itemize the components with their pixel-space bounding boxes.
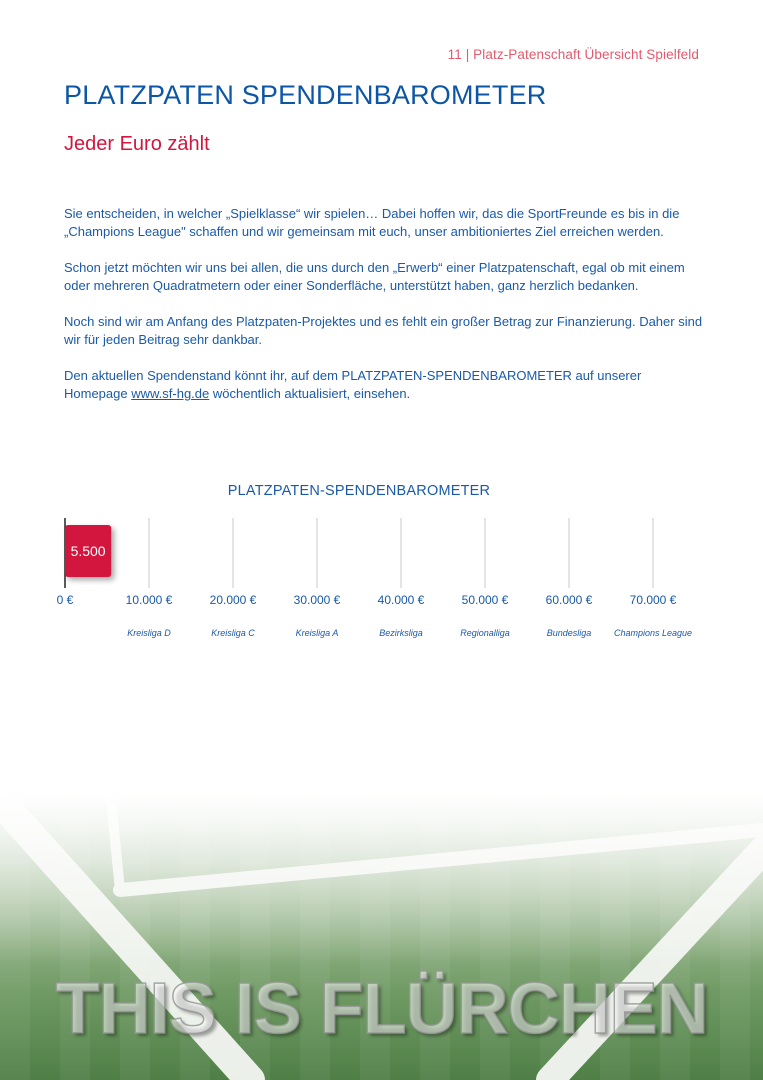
slogan-text: THIS IS FLÜRCHEN	[55, 969, 708, 1049]
tick-label: 20.000 €	[209, 593, 257, 607]
homepage-link[interactable]: www.sf-hg.de	[131, 386, 210, 401]
league-label: Kreisliga C	[211, 628, 255, 638]
tick-label: 40.000 €	[377, 593, 425, 607]
tick-label: 0 €	[56, 593, 74, 607]
paragraph-4-text-end: wöchentlich aktualisiert, einsehen.	[209, 386, 411, 401]
body-text	[64, 205, 704, 421]
bar-value-label: 5.500	[70, 543, 106, 559]
chart-title: PLATZPATEN-SPENDENBAROMETER	[227, 483, 491, 499]
tick-label: 70.000 €	[629, 593, 677, 607]
tick-label: 60.000 €	[545, 593, 593, 607]
paragraph-4-text-start: Den aktuellen Spendenstand könnt ihr, auf dem PLATZPATEN-SPENDENBAROMETER auf unserer Homepage	[64, 368, 642, 401]
league-label: Bezirksliga	[379, 628, 423, 638]
league-label: Bundesliga	[546, 628, 592, 638]
tick-label: 50.000 €	[461, 593, 509, 607]
page-subtitle: Jeder Euro zählt	[64, 133, 210, 155]
league-label: Kreisliga D	[127, 628, 171, 638]
paragraph-2: Schon jetzt möchten wir uns bei allen, die uns durch den „Erwerb“ einer Platzpatenschaft, egal ob mit einem oder mehreren Quadratmetern oder einer Sonderfläche, unterstützt haben, ganz herzlich bedanken.	[64, 260, 685, 293]
paragraph-3: Noch sind wir am Anfang des Platzpaten-Projektes und es fehlt ein großer Betrag zur Finanzierung. Daher sind wir für jeden Beitrag sehr dankbar.	[64, 314, 703, 347]
donation-barometer-chart	[0, 505, 763, 645]
league-label: Champions League	[613, 628, 693, 638]
page-header-label: 11 | Platz-Patenschaft Übersicht Spielfeld	[447, 47, 699, 62]
paragraph-4	[64, 367, 704, 403]
league-label: Kreisliga A	[295, 628, 339, 638]
paragraph-1: Sie entscheiden, in welcher „Spielklasse“ wir spielen… Dabei hoffen wir, das die SportFreunde es bis in die „Champions League" schaffen und wir gemeinsam mit euch, unser ambitioniertes Ziel erreichen werden.	[64, 206, 680, 239]
tick-label: 30.000 €	[293, 593, 341, 607]
league-label: Regionalliga	[460, 628, 510, 638]
page-title: PLATZPATEN SPENDENBAROMETER	[64, 80, 547, 110]
tick-label: 10.000 €	[125, 593, 173, 607]
